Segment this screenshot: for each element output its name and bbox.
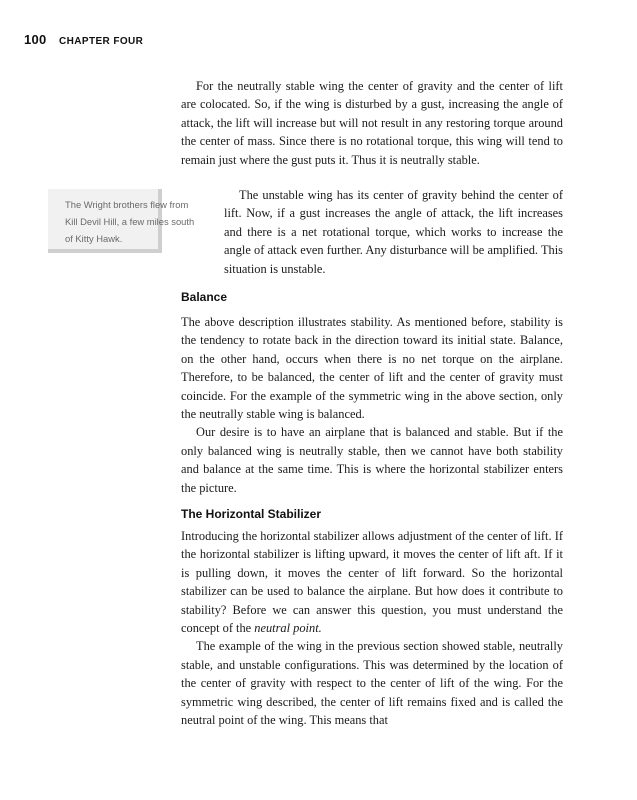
unstable-text-block: [224, 186, 563, 278]
neutral-point-term: neutral point.: [254, 621, 322, 636]
stabilizer-paragraph-1: [181, 527, 563, 637]
section-heading-balance: Balance: [181, 290, 228, 304]
margin-note-line: The Wright brothers flew from: [65, 199, 189, 210]
section-heading-horizontal-stabilizer: The Horizontal Stabilizer: [181, 507, 322, 521]
margin-note: [65, 196, 215, 247]
chapter-title: CHAPTER FOUR: [59, 36, 144, 47]
margin-note-line: of Kitty Hawk.: [65, 233, 123, 244]
balance-text-block: [181, 313, 563, 497]
intro-paragraph: For the neutrally stable wing the center of gravity and the center of lift are colocated. So, if the wing is disturbed by a gust, increasing the angle of attack, the lift will increase but will not result in any restoring torque around the center of mass. Since there is no rotational torque, this wing will tend to remain just where the gust puts it. Thus it is neutrally stable.: [181, 79, 563, 167]
balance-paragraph-2: Our desire is to have an airplane that is balanced and stable. But if the only balanced wing is neutrally stable, then we cannot have both stability and balance at the same time. This is where the horizontal stabilizer enters the picture.: [181, 425, 563, 495]
stabilizer-paragraph-1-text: Introducing the horizontal stabilizer allows adjustment of the center of lift. If the horizontal stabilizer is lifting upward, it moves the center of lift aft. If it is pulling down, it moves the center of lift forward. So the horizontal stabilizer can be used to balance the airplane. But how does it contribute to stability? Before we can answer this question, you must understand the concept of the: [181, 529, 563, 636]
balance-paragraph-1: The above description illustrates stability. As mentioned before, stability is the tendency to rotate back in the direction toward its initial state. Balance, on the other hand, occurs when there is no net torque on the airplane. Therefore, to be balanced, the center of lift and the center of gravity must coincide. For the example of the symmetric wing in the above section, only the neutrally stable wing is balanced.: [181, 315, 563, 422]
stabilizer-text-block: [181, 527, 563, 729]
running-head: [24, 31, 143, 49]
unstable-paragraph: The unstable wing has its center of gravity behind the center of lift. Now, if a gust increases the angle of attack, the lift increases and there is a net rotational torque, which works to increase the angle of attack even further. Any disturbance will be amplified. This situation is unstable.: [224, 188, 563, 276]
intro-text-block: [181, 77, 563, 169]
stabilizer-paragraph-2: The example of the wing in the previous section showed stable, neutrally stable, and unstable configurations. This was determined by the location of the center of gravity with respect to the center of lift of the wing. For the symmetric wing described, the center of lift remains fixed and is called the neutral point of the wing. This means that: [181, 639, 563, 728]
margin-note-line: Kill Devil Hill, a few miles south: [65, 216, 195, 227]
page-number: 100: [24, 32, 47, 47]
